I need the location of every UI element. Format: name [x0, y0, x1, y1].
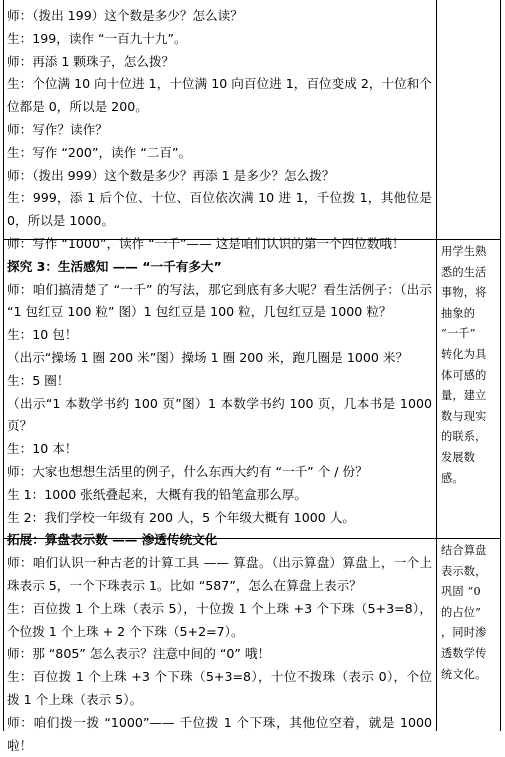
- design-intent-note-2: [441, 541, 497, 685]
- dialogue-line: 生：10 本！: [7, 441, 78, 457]
- dialogue-line: 师：（拨出 199）这个数是多少？怎么读？: [7, 8, 243, 23]
- lesson-dialogue-column: [7, 5, 432, 757]
- note-line: 的占位”: [441, 605, 482, 619]
- dialogue-line: 师：写作？读作？: [7, 121, 108, 137]
- dialogue-line: 生：百位拨 1 个上珠 +3 个下珠（5+3=8），十位不拨珠（表示 0），个位拨 1 个上珠（表示 5）。: [7, 669, 432, 707]
- dialogue-line: 生：5 圈！: [7, 372, 70, 388]
- note-line: “一千”: [441, 327, 476, 341]
- note-line: 悉的生活: [441, 265, 487, 279]
- dialogue-line: 生：199，读作 “一百九十九”。: [7, 30, 187, 46]
- dialogue-line: 师：那 “805” 怎么表示？注意中间的 “0” 哦！: [7, 646, 271, 662]
- note-line: 转化为具: [441, 347, 487, 361]
- column-divider: [436, 0, 437, 731]
- design-intent-note-1: [441, 242, 497, 489]
- dialogue-line: 生：10 包！: [7, 327, 78, 343]
- dialogue-line: 生 1：1000 张纸叠起来，大概有我的铅笔盒那么厚。: [7, 486, 307, 502]
- note-line: 数与现实: [441, 409, 487, 423]
- dialogue-line: （出示“操场 1 圈 200 米”图）操场 1 圈 200 米，跑几圈是 1000 米？: [7, 349, 409, 365]
- dialogue-line: 生：百位拨 1 个上珠（表示 5），十位拨 1 个上珠 +3 个下珠（5+3=8），个位拨 1 个上珠 + 2 个下珠（5+2=7）。: [7, 600, 432, 639]
- dialogue-line: （出示“1 本数学书约 100 页”图）1 本数学书约 100 页，几本书是 1000 页？: [7, 395, 432, 434]
- dialogue-line: 师：写作 “1000”，读作 “一千”—— 这是咱们认识的第一个四位数哦！: [7, 235, 405, 251]
- dialogue-line: 师：咱们拨一拨 “1000”—— 千位拨 1 个下珠，其他位空着，就是 1000 啦！: [7, 714, 432, 753]
- dialogue-line: 师：咱们搞清楚了 “一千” 的写法，那它到底有多大呢？看生活例子：（出示 “1 包红豆 100 粒” 图）1 包红豆是 100 粒，几包红豆是 1000 粒？: [7, 281, 432, 320]
- note-line: 巩固 “0: [441, 585, 481, 599]
- dialogue-line: 生：写作 “200”，读作 “二百”。: [7, 144, 192, 160]
- dialogue-line: 师：咱们认识一种古老的计算工具 —— 算盘。（出示算盘）算盘上，一个上珠表示 5，一个下珠表示 1。比如 “587”，怎么在算盘上表示？: [7, 555, 432, 593]
- note-line: 事物，将: [441, 286, 487, 300]
- note-line: 结合算盘: [441, 544, 487, 557]
- dialogue-line: 师：大家也想想生活里的例子，什么东西大约有 “一千” 个 / 份？: [7, 463, 368, 479]
- note-line: 抽象的: [441, 306, 476, 320]
- note-line: 用学生熟: [441, 245, 487, 258]
- dialogue-line: 师：（拨出 999）这个数是多少？再添 1 是多少？怎么拨？: [7, 167, 335, 183]
- note-line: 的联系，: [441, 430, 487, 444]
- dialogue-line: 生 2：我们学校一年级有 200 人，5 个年级大概有 1000 人。: [7, 509, 356, 525]
- note-line: 体可感的: [441, 368, 487, 382]
- section-heading: 拓展：算盘表示数 —— 渗透传统文化: [7, 532, 218, 548]
- dialogue-line: 生：999，添 1 后个位、十位、百位依次满 10 进 1，千位拨 1，其他位是 0，所以是 1000。: [7, 190, 432, 229]
- note-line: 量，建立: [441, 389, 487, 403]
- table-right-border: [500, 0, 501, 731]
- dialogue-line: 师：再添 1 颗珠子，怎么拨？: [7, 53, 175, 69]
- note-line: 发展数感。: [441, 450, 476, 485]
- note-line: 统文化。: [441, 667, 487, 681]
- table-left-border: [3, 0, 4, 731]
- section-heading: 探究 3：生活感知 —— “一千有多大”: [7, 258, 222, 274]
- note-line: 表示数，: [441, 564, 487, 578]
- dialogue-line: 生：个位满 10 向十位进 1，十位满 10 向百位进 1，百位变成 2，十位和个位都是 0，所以是 200。: [7, 76, 432, 115]
- note-line: 透数学传: [441, 646, 487, 660]
- note-line: ，同时渗: [441, 626, 487, 640]
